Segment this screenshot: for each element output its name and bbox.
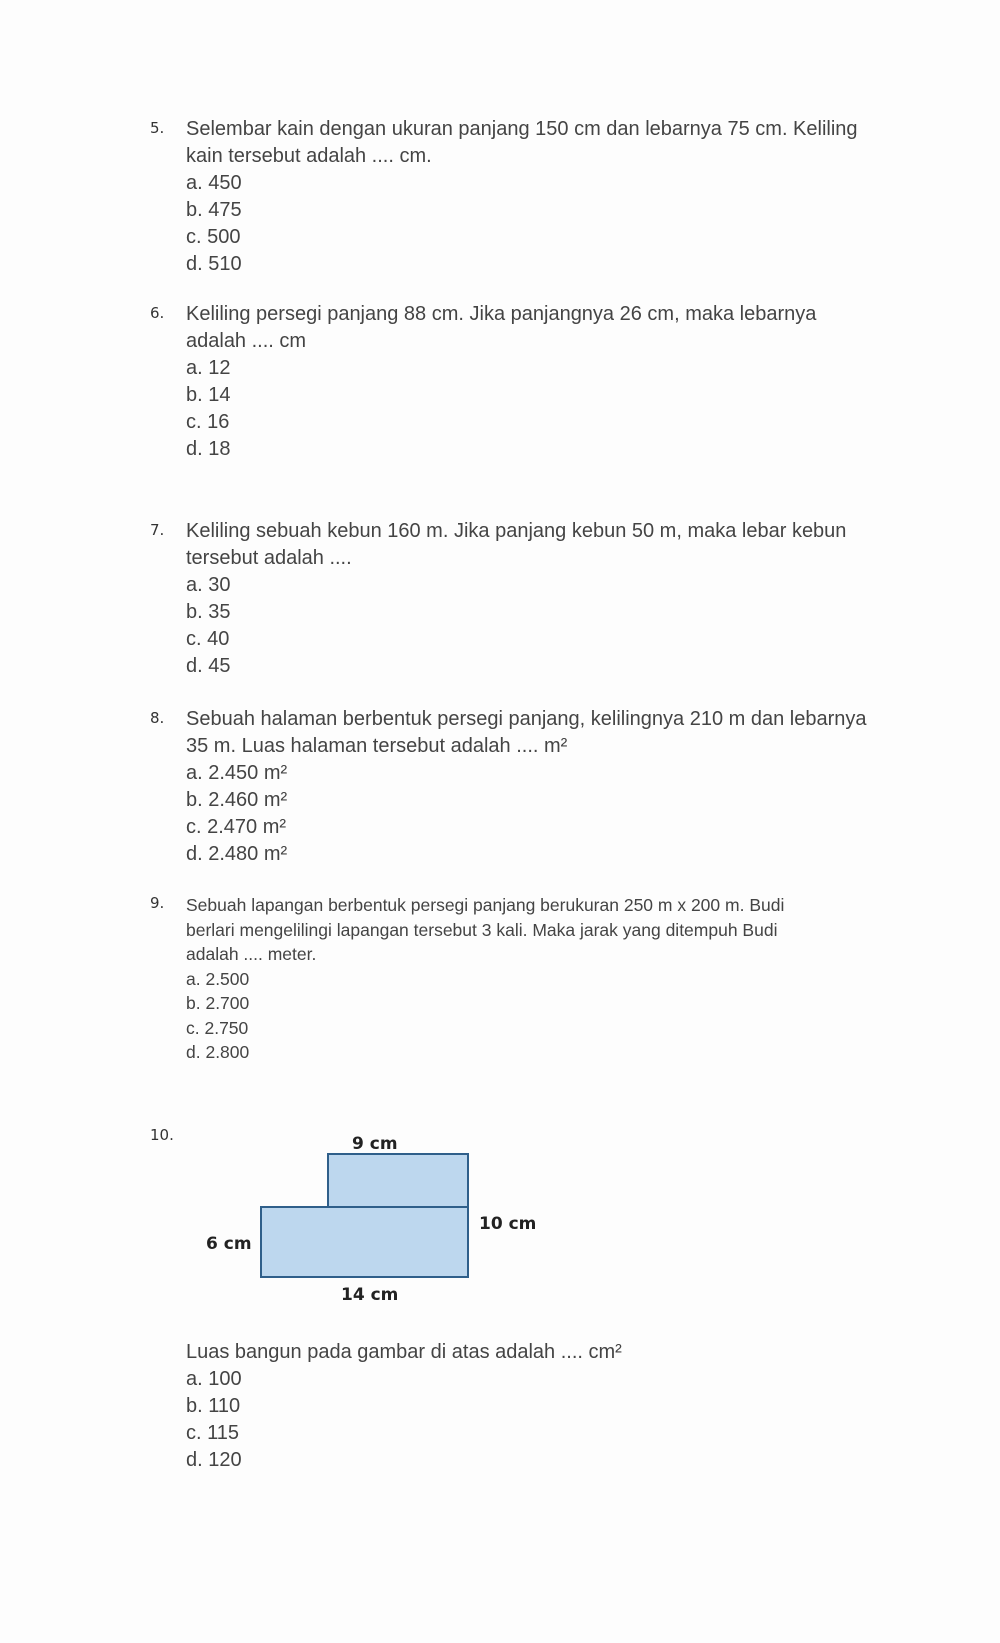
option-a[interactable]: a. 2.450 m²	[186, 762, 288, 784]
option-c[interactable]: c. 16	[186, 411, 230, 433]
question-stem-line: Sebuah halaman berbentuk persegi panjang, kelilingnya 210 m dan lebarnya	[186, 708, 867, 730]
option-d[interactable]: d. 510	[186, 253, 242, 275]
label-top-width: 9 cm	[352, 1134, 398, 1154]
question-number: 7.	[150, 521, 165, 539]
question-number: 8.	[150, 709, 165, 727]
option-a[interactable]: a. 2.500	[186, 968, 250, 989]
option-b[interactable]: b. 2.700	[186, 993, 250, 1013]
option-d[interactable]: d. 120	[186, 1449, 242, 1471]
option-d[interactable]: d. 2.800	[186, 1042, 250, 1062]
option-a[interactable]: a. 30	[186, 574, 231, 596]
label-left-height: 6 cm	[206, 1234, 252, 1254]
option-b[interactable]: b. 35	[186, 601, 231, 623]
question-stem-line: adalah .... meter.	[186, 944, 317, 964]
lower-rectangle	[261, 1207, 468, 1277]
option-c[interactable]: c. 2.470 m²	[186, 816, 287, 838]
option-b[interactable]: b. 14	[186, 384, 231, 406]
label-bottom-width: 14 cm	[341, 1285, 399, 1305]
question-number: 5.	[150, 119, 165, 137]
question-stem-line: berlari mengelilingi lapangan tersebut 3 kali. Maka jarak yang ditempuh Budi	[186, 919, 778, 940]
option-b[interactable]: b. 110	[186, 1395, 241, 1417]
option-d[interactable]: d. 45	[186, 655, 231, 677]
option-a[interactable]: a. 450	[186, 172, 242, 194]
question-10-body	[186, 1339, 886, 1474]
option-a[interactable]: a. 100	[186, 1368, 242, 1390]
question-stem-line: adalah .... cm	[186, 330, 307, 352]
option-d[interactable]: d. 18	[186, 438, 231, 460]
question-stem-line: Luas bangun pada gambar di atas adalah .... cm²	[186, 1341, 622, 1363]
question-number: 9.	[150, 894, 165, 912]
upper-rectangle	[328, 1154, 468, 1207]
question-stem-line: Selembar kain dengan ukuran panjang 150 cm dan lebarnya 75 cm. Keliling	[186, 118, 858, 140]
option-b[interactable]: b. 475	[186, 199, 242, 221]
label-right-height: 10 cm	[479, 1214, 537, 1234]
option-d[interactable]: d. 2.480 m²	[186, 843, 288, 865]
question-stem-line: Sebuah lapangan berbentuk persegi panjang berukuran 250 m x 200 m. Budi	[186, 895, 785, 915]
question-number: 6.	[150, 304, 165, 322]
option-b[interactable]: b. 2.460 m²	[186, 789, 288, 811]
question-stem-line: Keliling sebuah kebun 160 m. Jika panjang kebun 50 m, maka lebar kebun	[186, 520, 847, 542]
option-a[interactable]: a. 12	[186, 357, 231, 379]
option-c[interactable]: c. 40	[186, 628, 230, 650]
question-stem-line: Keliling persegi panjang 88 cm. Jika panjangnya 26 cm, maka lebarnya	[186, 303, 817, 325]
option-c[interactable]: c. 2.750	[186, 1017, 249, 1038]
question-stem-line: tersebut adalah ....	[186, 547, 352, 569]
option-c[interactable]: c. 115	[186, 1422, 239, 1444]
question-number: 10.	[150, 1126, 174, 1144]
option-c[interactable]: c. 500	[186, 226, 241, 248]
question-stem-line: kain tersebut adalah .... cm.	[186, 145, 432, 167]
question-stem-line: 35 m. Luas halaman tersebut adalah .... m²	[186, 735, 568, 757]
